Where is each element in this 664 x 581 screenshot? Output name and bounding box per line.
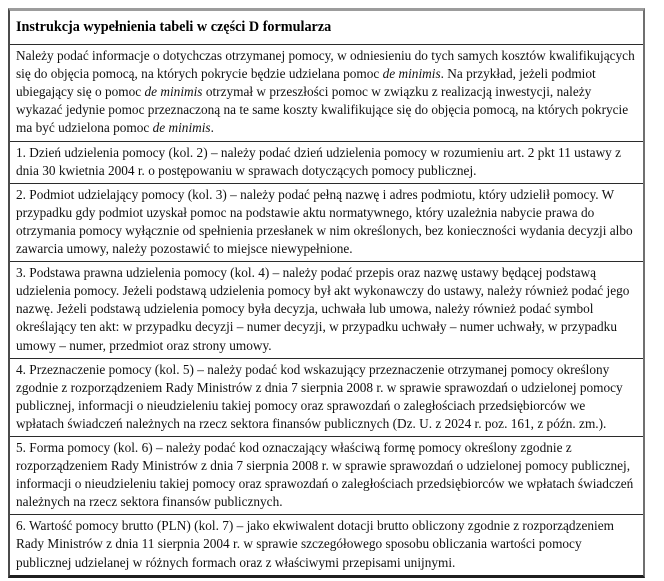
instruction-text: 4. Przeznaczenie pomocy (kol. 5) – należy podać kod wskazujący przeznaczenie otrzymanej pomocy określony zgodnie z rozporządzeniem Rady Ministrów z dnia 7 sierpnia 2008 r. w sprawie sprawozdań o udzielonej pomocy publicznej, informacji o nieudzieleniu takiej pomocy oraz sprawozdań o zaległościach przedsiębiorców we wpłatach świadczeń należnych na rzecz sektora finansów publicznych (Dz. U. z 2024 r. poz. 161, z późn. zm.).	[16, 361, 623, 431]
instruction-text: 2. Podmiot udzielający pomocy (kol. 3) – należy podać pełną nazwę i adres podmiotu, który udzielił pomocy. W przypadku gdy podmiot uzyskał pomoc na podstawie aktu normatywnego, który uzależnia nabycie prawa do otrzymania pomocy wyłącznie od spełnienia przesłanek w nim określonych, bez konieczności wydania decyzji albo zawarcia umowy, należy pozostawić to miejsce niewypełnione.	[16, 186, 633, 257]
instruction-text-italic: de minimis	[382, 66, 441, 82]
instruction-text: . Na przykład, jeżeli podmiot ubiegający się o pomoc	[16, 66, 596, 100]
instruction-text-italic: de minimis	[152, 120, 211, 136]
instruction-rows	[10, 45, 643, 575]
instruction-text: Należy podać informacje o dotychczas otrzymanej pomocy, w odniesieniu do tych samych kosztów kwalifikujących się do objęcia pomocą, na których pokrycie będzie udzielana pomoc	[16, 48, 635, 82]
instruction-text: 5. Forma pomocy (kol. 6) – należy podać kod oznaczający właściwą formę pomocy określony zgodnie z rozporządzeniem Rady Ministrów z dnia 7 sierpnia 2008 r. w sprawie sprawozdań o udzielonej pomocy publicznej, informacji o nieudzieleniu takiej pomocy oraz sprawozdań o zaległościach przedsiębiorców we wpłatach świadczeń należnych na rzecz sektora finansów publicznych.	[16, 439, 634, 510]
instruction-text: 6. Wartość pomocy brutto (PLN) (kol. 7) – jako ekwiwalent dotacji brutto obliczony zgodnie z rozporządzeniem Rady Ministrów z dnia 11 sierpnia 2004 r. w sprawie szczegółowego sposobu obliczania wartości pomocy publicznej udzielanej w różnych formach oraz z właściwymi przepisami unijnymi.	[16, 518, 614, 570]
instruction-row	[10, 262, 643, 358]
instruction-row	[10, 437, 643, 515]
instruction-row	[10, 359, 643, 437]
instruction-table	[8, 8, 645, 578]
instruction-text: 3. Podstawa prawna udzielenia pomocy (kol. 4) – należy podać przepis oraz nazwę ustawy będącej podstawą udzielenia pomocy. Jeżeli podstawą udzielenia pomocy był akt wykonawczy do ustawy, należy również podać jego nazwę. Jeżeli podstawą udzielenia pomocy była decyzja, uchwała lub umowa, należy również podać symbol określający ten akt: w przypadku decyzji – numer decyzji, w przypadku uchwały – numer uchwały, w przypadku umowy – numer, przedmiot oraz strony umowy.	[16, 265, 630, 353]
instruction-row	[10, 515, 643, 574]
instruction-text-italic: de minimis	[144, 84, 203, 100]
instruction-row	[10, 45, 643, 141]
instruction-text: 1. Dzień udzielenia pomocy (kol. 2) – należy podać dzień udzielenia pomocy w rozumieniu art. 2 pkt 11 ustawy z dnia 30 kwietnia 2004 r. o postępowaniu w sprawach dotyczących pomocy publicznej.	[16, 144, 622, 178]
instruction-text: otrzymał w przeszłości pomoc w związku z realizacją inwestycji, należy wykazać jedynie pomoc przeznaczoną na te same koszty kwalifikujące się do objęcia pomocą, na których pokrycie ma być udzielona pomoc	[16, 84, 629, 136]
table-header-title: Instrukcja wypełnienia tabeli w części D formularza	[16, 19, 332, 35]
instruction-row	[10, 142, 643, 184]
instruction-text: .	[210, 120, 214, 136]
table-header-row	[10, 11, 643, 45]
instruction-row	[10, 184, 643, 262]
